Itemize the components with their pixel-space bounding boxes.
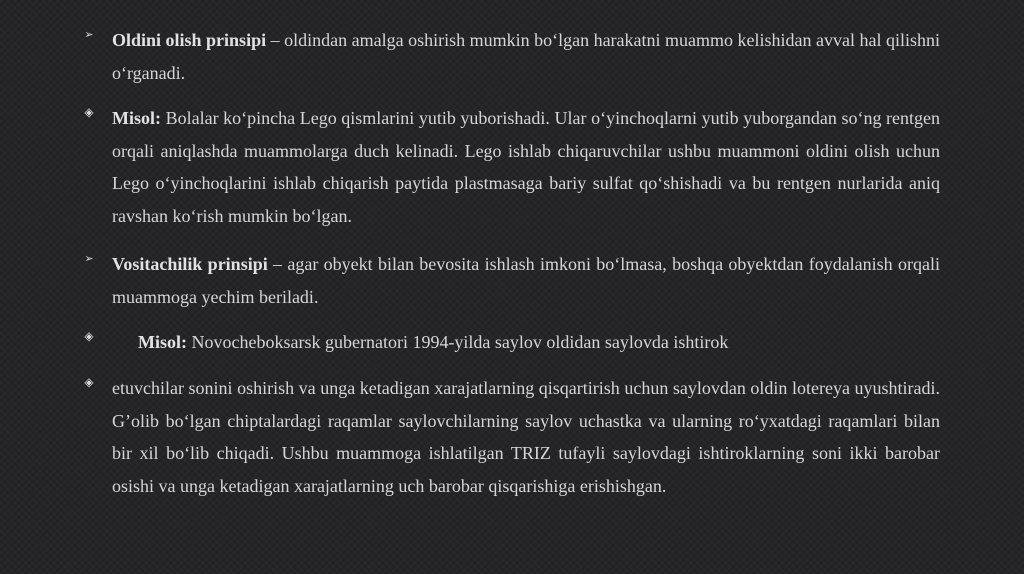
item-heading: Misol: [112,108,161,128]
item-text [112,24,940,89]
arrow-bullet-icon: ➢ [84,28,94,41]
item-text [112,326,966,359]
arrow-bullet-icon: ➢ [84,252,94,265]
item-body: – agar obyekt bilan bevosita ishlash imkoni bo‘lmasa, boshqa obyektdan foydalanish orqali muammoga yechim beriladi. [112,254,940,307]
item-text [112,372,940,502]
item-body: Bolalar ko‘pincha Lego qismlarini yutib yuborishadi. Ular o‘yinchoqlarni yutib yuborgandan so‘ng rentgen orqali aniqlashda muammolarga duch kelinadi. Lego ishlab chiqaruvchilar ushbu muammoni oldini olish uchun Lego o‘yinchoqlarini ishlab chiqarish paytida plastmasaga bariy sulfat qo‘shishadi va bu rentgen nurlarida aniq ravshan ko‘rish mumkin bo‘lgan. [112,108,940,226]
diamond-bullet-icon: ◈ [84,105,94,119]
item-heading: Vositachilik prinsipi [112,254,268,274]
diamond-bullet-icon: ◈ [84,375,94,389]
item-body: – oldindan amalga oshirish mumkin bo‘lgan harakatni muammo kelishidan avval hal qilishni o‘rganadi. [112,30,941,83]
item-text [112,102,940,232]
item-text [112,248,940,313]
item-heading: Oldini olish prinsipi [112,30,267,50]
item-body: etuvchilar sonini oshirish va unga ketadigan xarajatlarning qisqartirish uchun saylovdan oldin lotereya uyushtiradi. G’olib bo‘lgan chiptalardagi raqamlar saylovchilarning saylov uchastka va ularning ro‘yxatdagi raqamlari bilan bir xil bo‘lib chiqadi. Ushbu muammoga ishlatilgan TRIZ tufayli saylovdagi ishtiroklarning soni ikki barobar osishi va unga ketadigan xarajatlarning uch barobar qisqarishiga erishishgan. [112,378,940,496]
item-heading: Misol: [138,332,187,352]
item-body: Novocheboksarsk gubernatori 1994-yilda saylov oldidan saylovda ishtirok [187,332,729,352]
diamond-bullet-icon: ◈ [84,329,94,343]
